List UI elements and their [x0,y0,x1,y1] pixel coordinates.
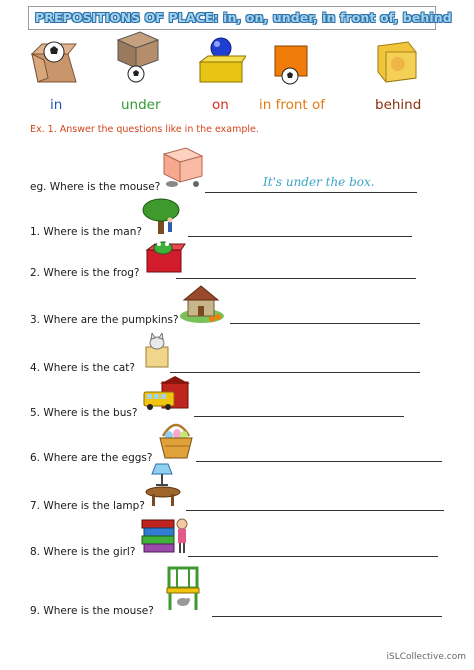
question-5: 5. Where is the bus? [30,407,138,419]
answer-line-5[interactable] [194,416,404,417]
question-9: 9. Where is the mouse? [30,605,154,617]
exercise-instruction: Ex. 1. Answer the questions like in the example. [30,124,259,135]
answer-line-3[interactable] [230,323,420,324]
answer-line-6[interactable] [196,461,442,462]
question-8: 8. Where is the girl? [30,546,136,558]
preposition-in-front-of-label: in front of [259,97,326,113]
preposition-under-label: under [121,97,161,113]
girl-books-icon [140,514,190,556]
tree-icon [140,196,182,236]
bus-icon [142,376,192,412]
answer-line-8[interactable] [188,556,438,557]
preposition-behind [375,97,421,113]
cat-icon [143,333,171,369]
preposition-in-label: in [50,97,63,113]
question-3: 3. Where are the pumpkins? [30,314,179,326]
answer-line-2[interactable] [176,278,416,279]
example-answer-line [205,192,417,193]
example-question: eg. Where is the mouse? [30,181,161,193]
ball-in-box-icon [28,34,80,86]
answer-line-7[interactable] [186,510,444,511]
answer-line-9[interactable] [212,616,442,617]
preposition-under [121,97,161,113]
ball-behind-box-icon [374,38,420,86]
frog-box-icon [145,238,187,274]
question-6: 6. Where are the eggs? [30,452,153,464]
title-box [28,6,452,30]
question-2: 2. Where is the frog? [30,267,140,279]
preposition-behind-label: behind [375,97,422,113]
question-7: 7. Where is the lamp? [30,500,145,512]
preposition-on-label: on [212,97,229,113]
answer-line-4[interactable] [170,372,420,373]
question-4: 4. Where is the cat? [30,362,135,374]
mouse-chair-icon [163,564,203,614]
preposition-in-front-of [259,97,325,113]
page-title: PREPOSITIONS OF PLACE: in, on, under, in front of, behind [35,10,452,25]
house-icon [178,282,226,324]
egg-basket-icon [157,418,195,462]
question-1: 1. Where is the man? [30,226,142,238]
preposition-on [212,97,229,113]
ball-on-box-icon [196,36,246,86]
example-answer: It's under the box. [263,175,375,189]
watermark: iSLCollective.com [386,652,466,662]
preposition-in [50,97,62,113]
ball-under-box-icon [112,30,162,84]
answer-line-1[interactable] [188,236,412,237]
lamp-table-icon [144,462,182,508]
box-mouse-icon [156,146,212,190]
ball-in-front-of-box-icon [272,42,312,86]
